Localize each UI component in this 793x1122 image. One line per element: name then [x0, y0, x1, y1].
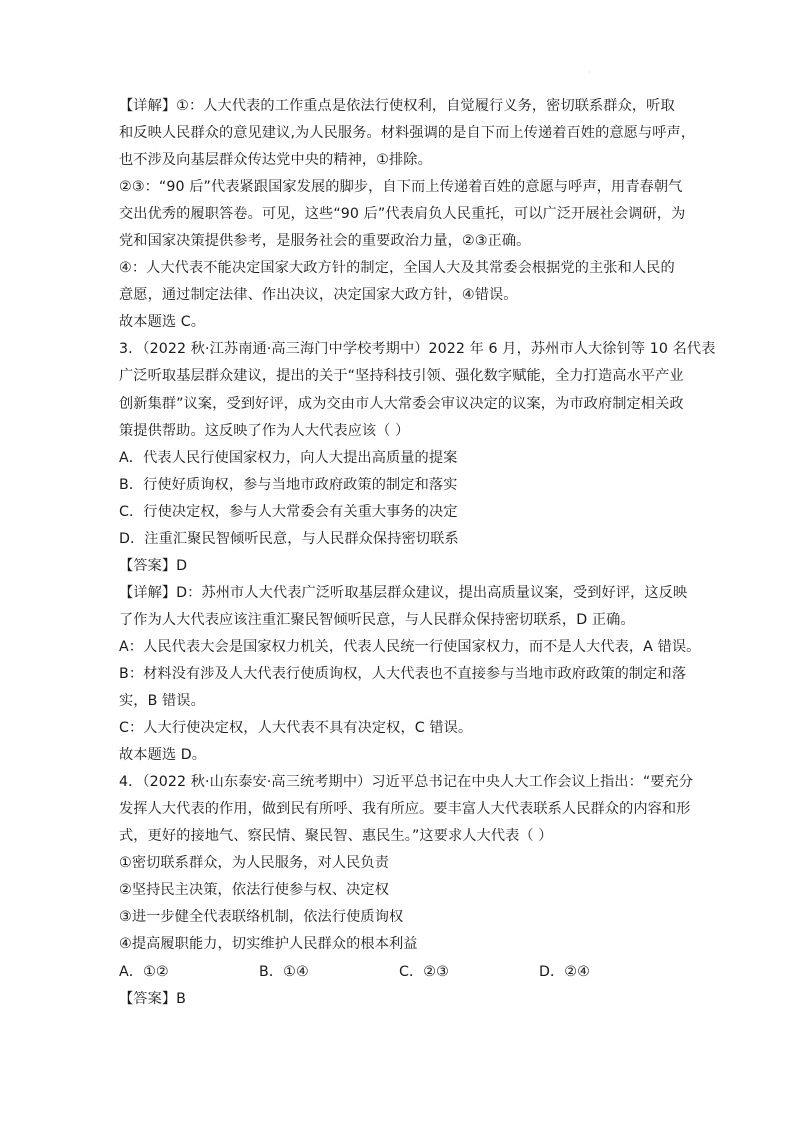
question-4-item-3: ③进一步健全代表联络机制，依法行使质询权: [119, 909, 404, 926]
document-content: [119, 93, 716, 1013]
text-line: 故本题选 D。: [119, 747, 207, 764]
question-3-option-c: C．行使决定权，参与人大常委会有关重大事务的决定: [119, 503, 458, 520]
question-4-item-2: ②坚持民主决策，依法行使参与权、决定权: [119, 882, 389, 899]
text-line: 广泛听取基层群众建议，提出的关于“坚持科技引领、强化数字赋能，全力打造高水平产业: [119, 368, 684, 385]
text-line: 式，更好的接地气、察民情、聚民智、惠民生。”这要求人大代表（ ）: [119, 828, 553, 845]
text-line: 【详解】D：苏州市人大代表广泛听取基层群众建议，提出高质量议案，受到好评，这反映: [119, 584, 688, 601]
question-4-stem: 4．（2022 秋·山东泰安·高三统考期中）习近平总书记在中央人大工作会议上指出：“要充分: [119, 774, 694, 791]
text-line: ②③：“90 后”代表紧跟国家发展的脚步，自下而上传递着百姓的意愿与呼声，用青春朝气: [119, 179, 683, 196]
text-line: 【详解】①：人大代表的工作重点是依法行使权利，自觉履行义务，密切联系群众，听取: [119, 98, 675, 114]
text-line: 发挥人大代表的作用，做到民有所呼、我有所应。要丰富人大代表联系人民群众的内容和形: [119, 801, 691, 818]
text-line: A：人民代表大会是国家权力机关，代表人民统一行使国家权力，而不是人大代表，A 错误。: [119, 638, 701, 655]
text-line: 交出优秀的履职答卷。可见，这些“90 后”代表肩负人民重托，可以广泛开展社会调研，为: [119, 206, 686, 223]
text-line: ④：人大代表不能决定国家大政方针的制定，全国人大及其常委会根据党的主张和人民的: [119, 260, 675, 277]
question-4-item-1: ①密切联系群众，为人民服务，对人民负责: [119, 855, 389, 872]
text-line: 意愿，通过制定法律、作出决议，决定国家大政方针，④错误。: [119, 287, 518, 304]
text-line: C：人大行使决定权，人大代表不具有决定权，C 错误。: [119, 720, 473, 737]
text-line: 创新集群”议案，受到好评，成为交由市人大常委会审议决定的议案，为市政府制定相关政: [119, 395, 684, 412]
text-line: 也不涉及向基层群众传达党中央的精神，①排除。: [119, 152, 432, 169]
question-3-stem: 3．（2022 秋·江苏南通·高三海门中学校考期中）2022 年 6 月，苏州市人大徐钊等 10 名代表: [119, 341, 716, 358]
page-mark: ·: [588, 68, 591, 77]
question-4-item-4: ④提高履职能力，切实维护人民群众的根本利益: [119, 936, 418, 953]
question-3-option-d: D．注重汇聚民智倾听民意，与人民群众保持密切联系: [119, 530, 459, 547]
question-3-option-b: B．行使好质询权，参与当地市政府政策的制定和落实: [119, 476, 458, 493]
text-line: 策提供帮助。这反映了作为人大代表应该（ ）: [119, 422, 410, 439]
question-4-option-d: D．②④: [539, 963, 590, 980]
text-line: 实，B 错误。: [119, 693, 205, 710]
question-3-answer: 【答案】D: [119, 557, 188, 574]
text-line: 故本题选 C。: [119, 314, 206, 331]
question-3-option-a: A．代表人民行使国家权力，向人大提出高质量的提案: [119, 449, 458, 466]
question-4-option-a: A．①②: [119, 963, 169, 980]
question-4-option-c: C．②③: [399, 963, 449, 980]
question-4-options: [119, 959, 679, 986]
text-line: 党和国家决策提供参考，是服务社会的重要政治力量，②③正确。: [119, 233, 531, 250]
question-4-option-b: B．①④: [259, 963, 309, 980]
text-line: B：材料没有涉及人大代表行使质询权，人大代表也不直接参与当地市政府政策的制定和落: [119, 665, 687, 682]
text-line: 了作为人大代表应该注重汇聚民智倾听民意，与人民群众保持密切联系，D 正确。: [119, 611, 635, 628]
question-4-answer: 【答案】B: [119, 990, 186, 1007]
text-line: 和反映人民群众的意见建议,为人民服务。材料强调的是自下而上传递着百姓的意愿与呼声，: [119, 125, 696, 142]
